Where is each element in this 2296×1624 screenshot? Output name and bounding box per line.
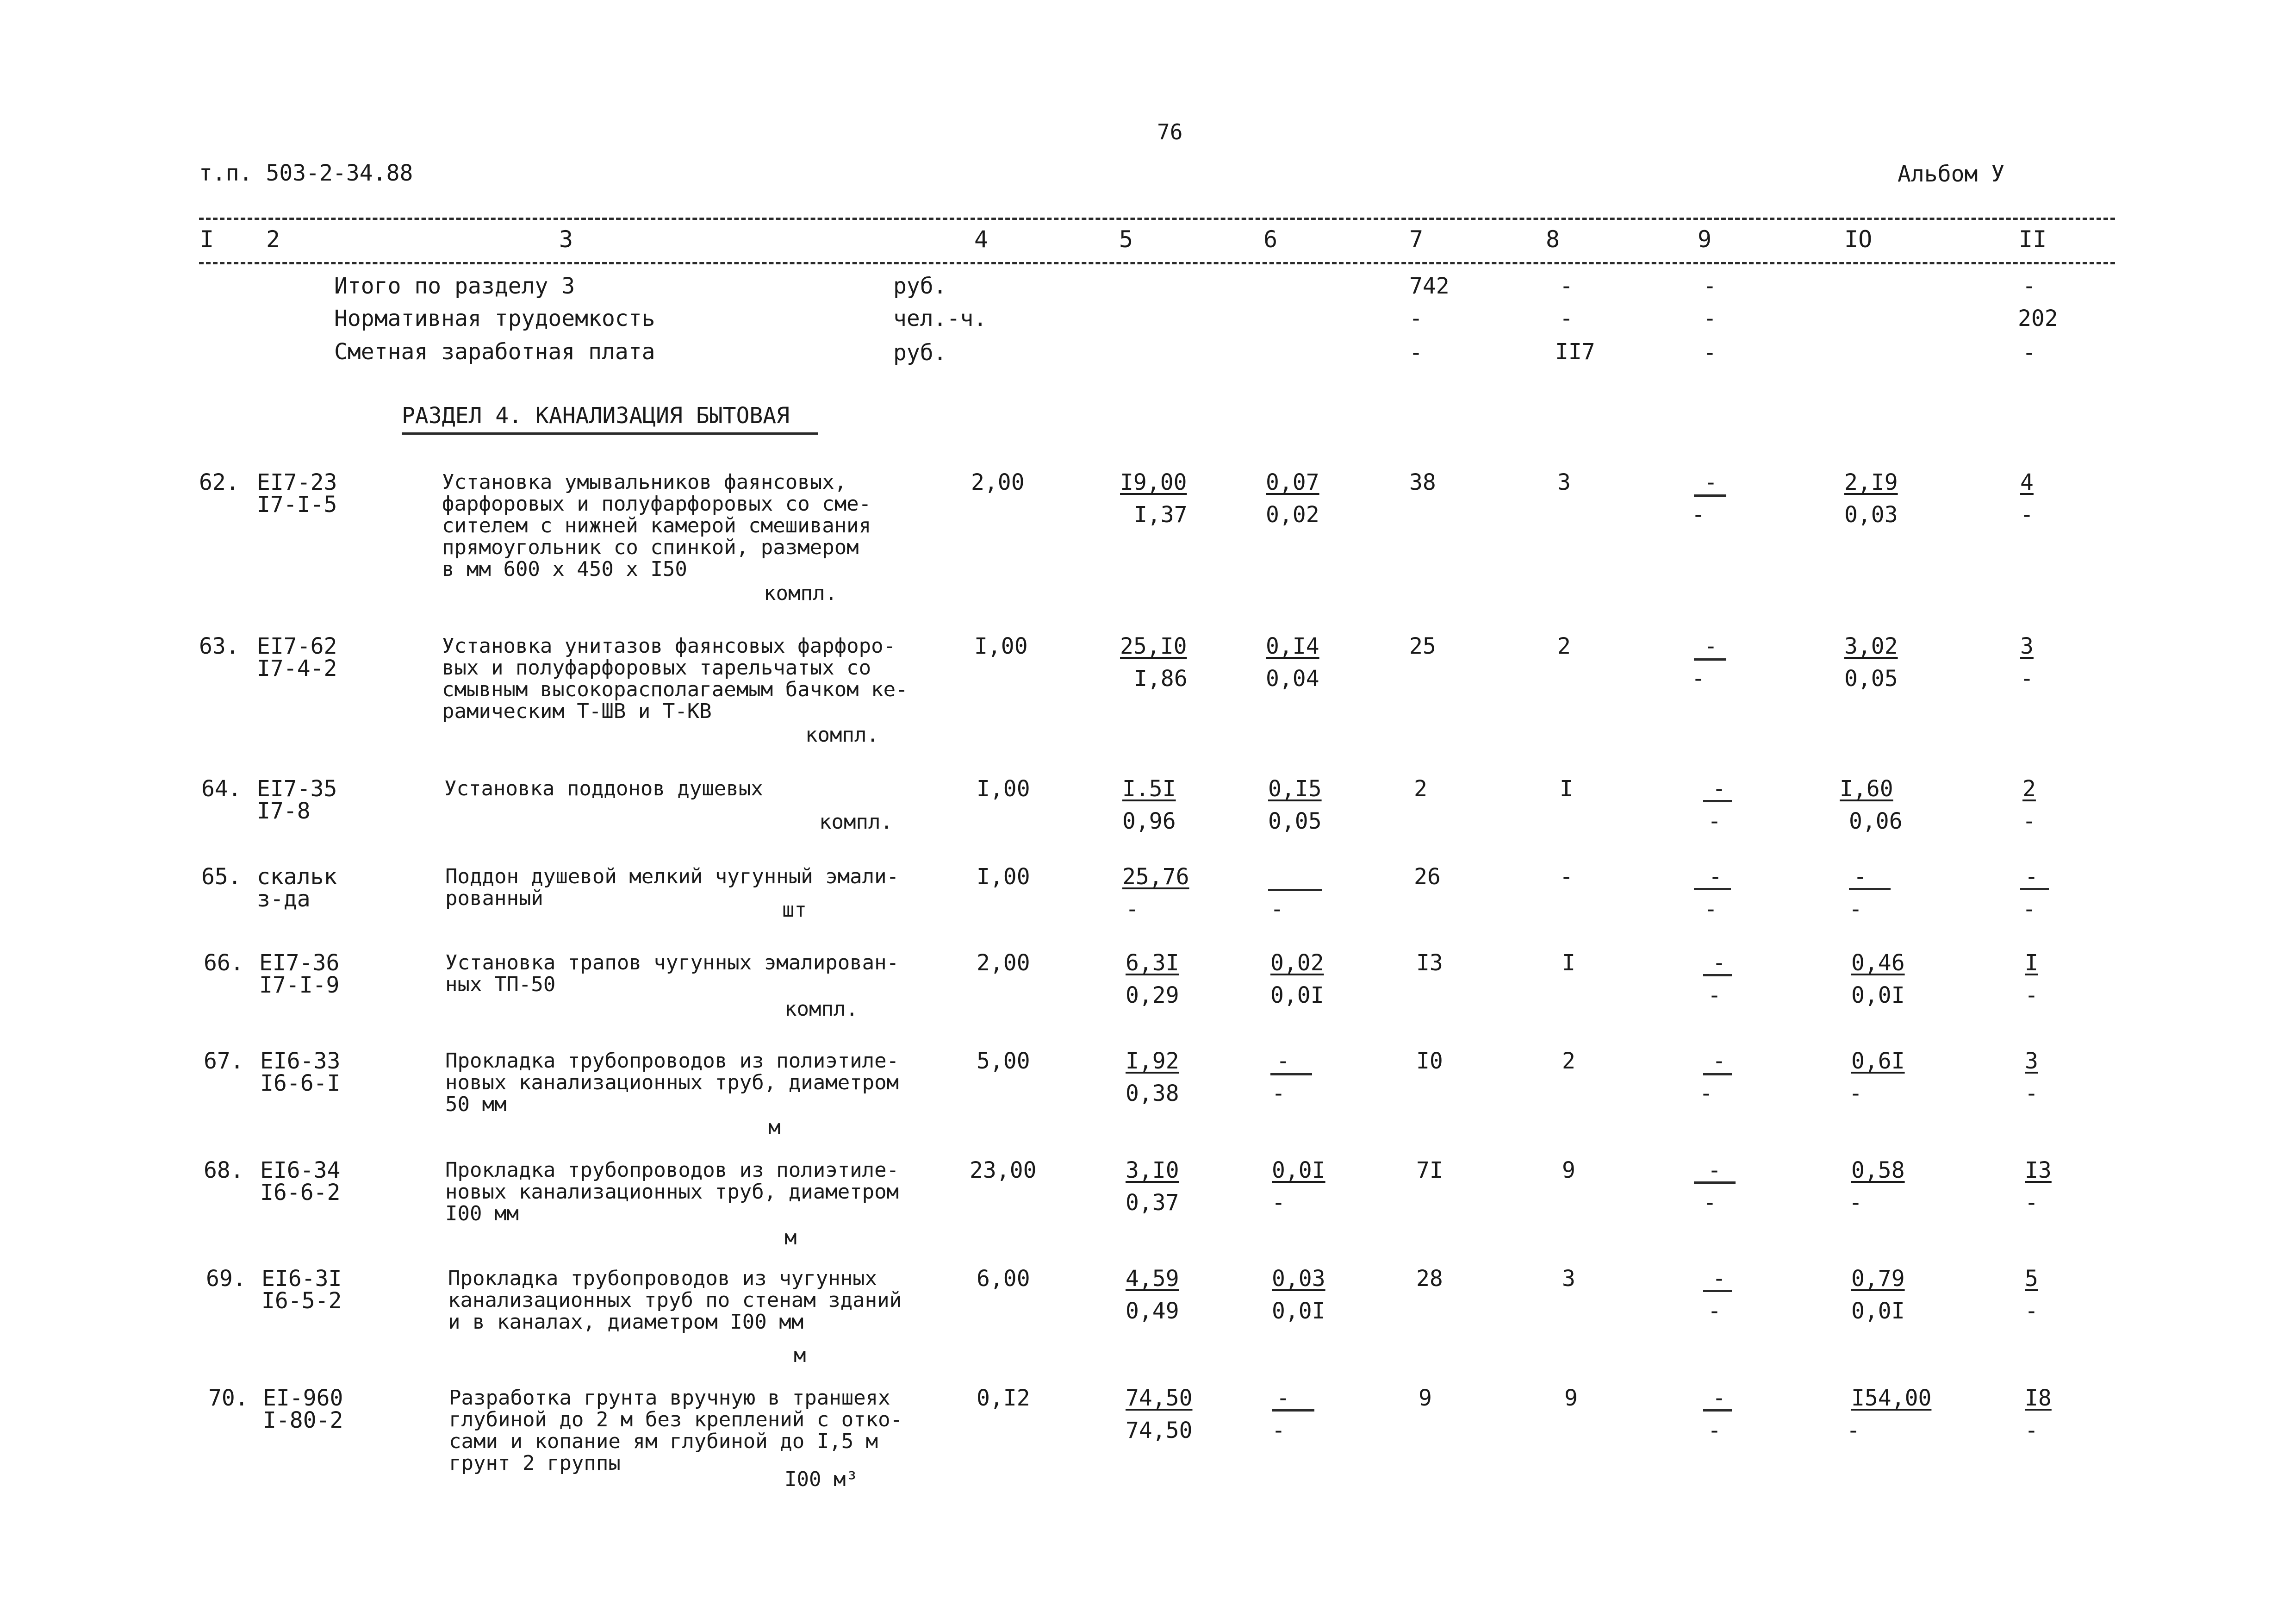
- rate-code: EI6-3I: [261, 1266, 342, 1292]
- unit: компл.: [784, 997, 858, 1021]
- rate-code: EI7-23: [257, 469, 337, 495]
- col7: I0: [1416, 1048, 1443, 1074]
- col11-top: I3: [2025, 1157, 2052, 1183]
- rate-subcode: I6-6-I: [260, 1070, 341, 1096]
- col9-top: -: [1712, 1048, 1726, 1074]
- summary-col9: -: [1703, 273, 1717, 299]
- col8: 3: [1557, 469, 1571, 495]
- col5-bottom: 0,49: [1126, 1298, 1179, 1324]
- col10-bottom: -: [1847, 1418, 1860, 1443]
- summary-unit: руб.: [893, 273, 947, 299]
- column-header: 3: [559, 226, 573, 253]
- col5-bottom: 74,50: [1126, 1418, 1193, 1443]
- col8: -: [1560, 864, 1573, 890]
- unit: I00 м³: [784, 1468, 858, 1491]
- col10-bottom: -: [1849, 896, 1862, 922]
- col11-bottom: -: [2022, 896, 2036, 922]
- col9-underline: [1694, 658, 1726, 661]
- column-header: 8: [1546, 226, 1560, 253]
- col5-top: 74,50: [1126, 1385, 1193, 1411]
- quantity: 5,00: [977, 1048, 1030, 1074]
- col11-bottom: -: [2025, 1298, 2038, 1324]
- summary-col11: -: [2022, 340, 2036, 366]
- rate-code: скальк: [257, 864, 337, 890]
- quantity: 6,00: [977, 1266, 1030, 1292]
- col8: 2: [1562, 1048, 1575, 1074]
- summary-col7: -: [1409, 340, 1423, 366]
- col10-top: -: [1854, 864, 1867, 890]
- summary-col8: -: [1560, 273, 1573, 299]
- col6-top: -: [1276, 1385, 1290, 1411]
- col10-bottom: -: [1849, 1190, 1862, 1216]
- col6-underline: [1268, 889, 1322, 891]
- column-header: 2: [266, 226, 280, 253]
- col6-top: 0,02: [1270, 950, 1324, 976]
- quantity: 23,00: [970, 1157, 1037, 1183]
- col10-top: I,60: [1840, 776, 1893, 802]
- col9-bottom: -: [1692, 502, 1705, 528]
- col8: I: [1560, 776, 1573, 802]
- col5-bottom: I,86: [1134, 666, 1188, 692]
- unit: компл.: [819, 810, 893, 834]
- table-header-bottom-rule: [199, 262, 2115, 264]
- rate-subcode: I7-4-2: [257, 656, 337, 681]
- col10-underline: [1849, 888, 1891, 890]
- col9-bottom: -: [1704, 896, 1717, 922]
- col7: I3: [1416, 950, 1443, 976]
- col11-bottom: -: [2025, 1190, 2038, 1216]
- col10-bottom: 0,0I: [1851, 1298, 1905, 1324]
- col11-bottom: -: [2020, 502, 2034, 528]
- col6-bottom: 0,05: [1268, 808, 1322, 834]
- col10-bottom: 0,05: [1844, 666, 1898, 692]
- col10-top: 0,6I: [1851, 1048, 1905, 1074]
- col8: I: [1562, 950, 1575, 976]
- rate-subcode: I6-5-2: [261, 1288, 342, 1314]
- item-description-line: Установка умывальников фаянсовых,: [442, 470, 847, 494]
- col10-top: I54,00: [1851, 1385, 1932, 1411]
- col6-top: 0,03: [1272, 1266, 1325, 1292]
- col11-bottom: -: [2022, 808, 2036, 834]
- col7: 9: [1419, 1385, 1432, 1411]
- row-number: 69.: [206, 1266, 246, 1292]
- col6-underline: [1270, 1073, 1312, 1075]
- col10-bottom: 0,06: [1849, 808, 1903, 834]
- col6-top: 0,I5: [1268, 776, 1322, 802]
- col10-bottom: 0,0I: [1851, 982, 1905, 1008]
- col5-top: 25,76: [1122, 864, 1189, 890]
- item-description-line: в мм 600 х 450 х I50: [442, 557, 687, 581]
- unit: м: [794, 1343, 806, 1367]
- col9-underline: [1703, 974, 1732, 976]
- col11-top: I8: [2025, 1385, 2052, 1411]
- col11-underline: [2020, 888, 2049, 890]
- col5-bottom: 0,37: [1126, 1190, 1179, 1216]
- rate-subcode: з-да: [257, 886, 311, 912]
- item-description-line: сителем с нижней камерой смешивания: [442, 514, 871, 537]
- col6-top: 0,I4: [1266, 633, 1319, 659]
- col9-underline: [1694, 494, 1726, 497]
- item-description-line: ных ТП-50: [445, 973, 556, 996]
- col5-bottom: I,37: [1134, 502, 1188, 528]
- unit: м: [784, 1226, 797, 1249]
- col9-underline: [1703, 1290, 1732, 1292]
- row-number: 63.: [199, 633, 239, 659]
- unit: компл.: [764, 581, 837, 605]
- col9-bottom: -: [1692, 666, 1705, 692]
- row-number: 66.: [204, 950, 244, 976]
- item-description-line: рамическим Т-ШВ и Т-КВ: [442, 700, 712, 723]
- item-description-line: Разработка грунта вручную в траншеях: [449, 1386, 890, 1410]
- col5-top: 3,I0: [1126, 1157, 1179, 1183]
- col8: 3: [1562, 1266, 1575, 1292]
- col9-top: -: [1709, 864, 1722, 890]
- column-header: 5: [1119, 226, 1133, 253]
- row-number: 65.: [201, 864, 242, 890]
- col10-top: 0,58: [1851, 1157, 1905, 1183]
- summary-col8: -: [1560, 306, 1573, 331]
- rate-code: EI6-33: [260, 1048, 341, 1074]
- page-number: 76: [1157, 119, 1183, 144]
- summary-col11: -: [2022, 273, 2036, 299]
- col6-bottom: -: [1270, 896, 1284, 922]
- col6-bottom: 0,0I: [1270, 982, 1324, 1008]
- item-description-line: новых канализационных труб, диаметром: [445, 1180, 899, 1204]
- summary-label: Итого по разделу 3: [334, 273, 575, 299]
- col6-bottom: -: [1272, 1418, 1285, 1443]
- column-header: 7: [1409, 226, 1424, 253]
- item-description-line: Установка унитазов фаянсовых фарфоро-: [442, 634, 896, 658]
- col8: 9: [1562, 1157, 1575, 1183]
- col7: 2: [1414, 776, 1427, 802]
- rate-subcode: I7-I-9: [259, 972, 340, 998]
- document-code: т.п. 503-2-34.88: [199, 160, 413, 186]
- column-header: II: [2019, 226, 2047, 253]
- col9-bottom: -: [1708, 982, 1721, 1008]
- quantity: 0,I2: [977, 1385, 1030, 1411]
- col10-top: 2,I9: [1844, 469, 1898, 495]
- col7: 26: [1414, 864, 1441, 890]
- col11-bottom: -: [2025, 982, 2038, 1008]
- col8: 9: [1564, 1385, 1578, 1411]
- summary-col8: II7: [1555, 339, 1595, 365]
- column-header: IO: [1844, 226, 1873, 253]
- col5-top: I,92: [1126, 1048, 1179, 1074]
- column-header: 4: [974, 226, 989, 253]
- rate-subcode: I-80-2: [263, 1407, 343, 1433]
- col6-bottom: 0,0I: [1272, 1298, 1325, 1324]
- col11-top: -: [2025, 864, 2038, 890]
- quantity: I,00: [977, 776, 1030, 802]
- col9-top: -: [1704, 633, 1717, 659]
- rate-subcode: I6-6-2: [260, 1180, 341, 1206]
- item-description-line: грунт 2 группы: [449, 1451, 621, 1475]
- item-description-line: смывным высокорасполагаемым бачком ке-: [442, 678, 908, 701]
- rate-code: EI-960: [263, 1385, 343, 1411]
- quantity: I,00: [977, 864, 1030, 890]
- row-number: 62.: [199, 469, 239, 495]
- col7: 28: [1416, 1266, 1443, 1292]
- row-number: 68.: [204, 1157, 244, 1183]
- summary-unit: чел.-ч.: [893, 306, 987, 331]
- item-description-line: Поддон душевой мелкий чугунный эмали-: [445, 865, 899, 888]
- item-description-line: рованный: [445, 887, 543, 910]
- col8: 2: [1557, 633, 1571, 659]
- col6-top: 0,07: [1266, 469, 1319, 495]
- col9-top: -: [1704, 469, 1717, 495]
- rate-subcode: I7-I-5: [257, 492, 337, 518]
- col6-top: 0,0I: [1272, 1157, 1325, 1183]
- quantity: 2,00: [977, 950, 1030, 976]
- col9-top: -: [1712, 1385, 1726, 1411]
- item-description-line: Установка поддонов душевых: [444, 777, 763, 800]
- col9-top: -: [1708, 1157, 1721, 1183]
- col10-bottom: -: [1849, 1081, 1862, 1106]
- col5-top: 4,59: [1126, 1266, 1179, 1292]
- col11-bottom: -: [2025, 1418, 2038, 1443]
- col9-underline: [1703, 1073, 1732, 1075]
- summary-label: Сметная заработная плата: [334, 339, 655, 365]
- col7: 38: [1409, 469, 1436, 495]
- quantity: 2,00: [971, 469, 1025, 495]
- unit: м: [768, 1116, 781, 1139]
- row-number: 67.: [204, 1048, 244, 1074]
- column-header: 6: [1263, 226, 1278, 253]
- table-header-top-rule: [199, 218, 2115, 220]
- album-label: Альбом У: [1898, 161, 2005, 187]
- summary-label: Нормативная трудоемкость: [334, 306, 655, 331]
- col5-top: I9,00: [1120, 469, 1187, 495]
- section-title: РАЗДЕЛ 4. КАНАЛИЗАЦИЯ БЫТОВАЯ: [402, 403, 790, 429]
- row-number: 64.: [201, 776, 242, 802]
- col7: 7I: [1416, 1157, 1443, 1183]
- col6-top: -: [1276, 1048, 1290, 1074]
- col5-bottom: 0,29: [1126, 982, 1179, 1008]
- col11-top: 2: [2022, 776, 2036, 802]
- col10-bottom: 0,03: [1844, 502, 1898, 528]
- summary-col9: -: [1703, 306, 1717, 331]
- col11-bottom: -: [2020, 666, 2034, 692]
- col11-top: 5: [2025, 1266, 2038, 1292]
- item-description-line: Прокладка трубопроводов из полиэтиле-: [445, 1158, 899, 1182]
- col9-underline: [1694, 888, 1731, 890]
- item-description-line: 50 мм: [445, 1093, 507, 1116]
- rate-subcode: I7-8: [257, 798, 311, 824]
- col6-bottom: -: [1272, 1081, 1285, 1106]
- col10-top: 0,79: [1851, 1266, 1905, 1292]
- item-description-line: Прокладка трубопроводов из чугунных: [448, 1267, 877, 1290]
- col5-top: 6,3I: [1126, 950, 1179, 976]
- col10-top: 0,46: [1851, 950, 1905, 976]
- unit: шт: [782, 898, 807, 922]
- rate-code: EI6-34: [260, 1157, 341, 1183]
- item-description-line: сами и копание ям глубиной до I,5 м: [449, 1430, 878, 1453]
- col11-top: I: [2025, 950, 2038, 976]
- section-title-underline: [402, 432, 818, 435]
- rate-code: EI7-36: [259, 950, 340, 976]
- col6-bottom: -: [1272, 1190, 1285, 1216]
- item-description-line: вых и полуфарфоровых тарельчатых со: [442, 656, 871, 680]
- col9-top: -: [1712, 950, 1726, 976]
- rate-code: EI7-62: [257, 633, 337, 659]
- quantity: I,00: [974, 633, 1028, 659]
- row-number: 70.: [208, 1385, 249, 1411]
- column-header: I: [200, 226, 214, 253]
- col6-bottom: 0,04: [1266, 666, 1319, 692]
- summary-unit: руб.: [893, 340, 947, 366]
- item-description-line: глубиной до 2 м без креплений с отко-: [449, 1408, 903, 1431]
- col7: 25: [1409, 633, 1436, 659]
- col9-bottom: -: [1703, 1190, 1717, 1216]
- col11-top: 3: [2025, 1048, 2038, 1074]
- col11-top: 4: [2020, 469, 2034, 495]
- unit: компл.: [805, 723, 879, 747]
- item-description-line: I00 мм: [445, 1202, 519, 1225]
- rate-code: EI7-35: [257, 776, 337, 802]
- item-description-line: Установка трапов чугунных эмалирован-: [445, 951, 899, 974]
- item-description-line: и в каналах, диаметром I00 мм: [448, 1310, 804, 1334]
- col5-bottom: 0,38: [1126, 1081, 1179, 1106]
- col5-top: 25,I0: [1120, 633, 1187, 659]
- item-description-line: новых канализационных труб, диаметром: [445, 1071, 899, 1094]
- col9-top: -: [1712, 1266, 1726, 1292]
- column-header: 9: [1698, 226, 1712, 253]
- item-description-line: канализационных труб по стенам зданий: [448, 1288, 902, 1312]
- col9-underline: [1694, 1181, 1736, 1184]
- col6-bottom: 0,02: [1266, 502, 1319, 528]
- summary-col7: 742: [1409, 273, 1450, 299]
- item-description-line: фарфоровых и полуфарфоровых со сме-: [442, 492, 871, 516]
- col9-underline: [1703, 1409, 1732, 1412]
- col9-bottom: -: [1699, 1081, 1713, 1106]
- col9-bottom: -: [1708, 1418, 1721, 1443]
- col11-top: 3: [2020, 633, 2034, 659]
- summary-col7: -: [1409, 306, 1423, 331]
- col11-bottom: -: [2025, 1081, 2038, 1106]
- item-description-line: прямоугольник со спинкой, размером: [442, 536, 859, 559]
- col9-top: -: [1712, 776, 1726, 802]
- summary-col11: 202: [2018, 306, 2058, 331]
- col5-bottom: 0,96: [1122, 808, 1176, 834]
- col6-underline: [1272, 1409, 1314, 1412]
- col9-underline: [1703, 800, 1732, 802]
- col5-bottom: -: [1126, 896, 1139, 922]
- col5-top: I.5I: [1122, 776, 1176, 802]
- item-description-line: Прокладка трубопроводов из полиэтиле-: [445, 1049, 899, 1073]
- col9-bottom: -: [1708, 808, 1721, 834]
- col9-bottom: -: [1708, 1298, 1721, 1324]
- col10-top: 3,02: [1844, 633, 1898, 659]
- summary-col9: -: [1703, 340, 1717, 366]
